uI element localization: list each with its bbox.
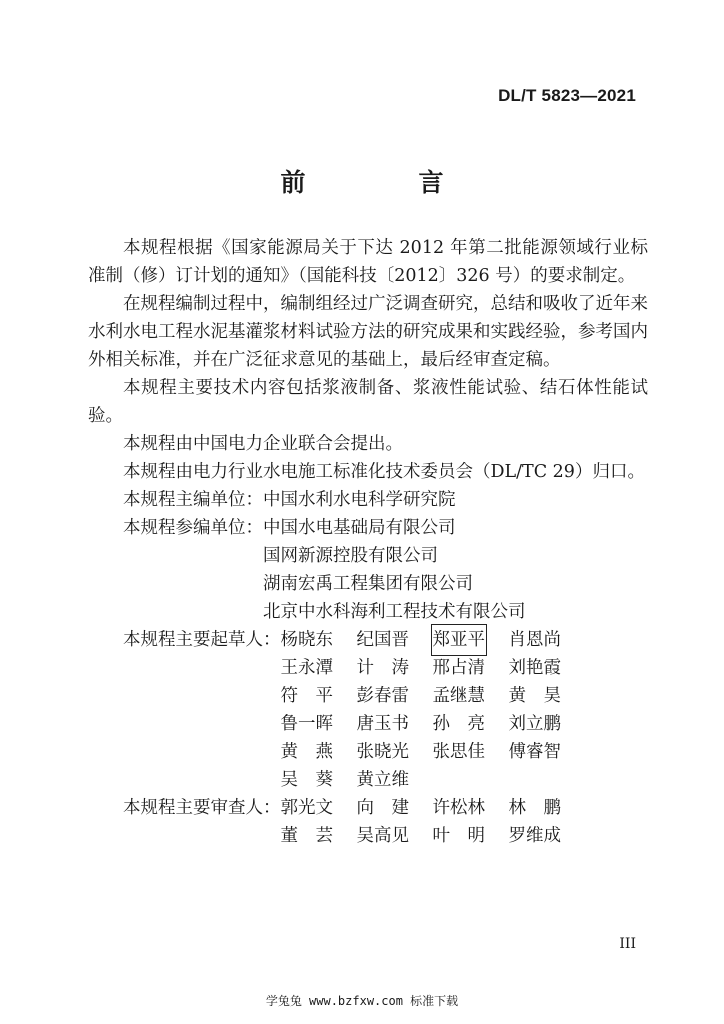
drafter-name: 黄 燕 <box>280 742 333 762</box>
co-editor-org: 北京中水科海利工程技术有限公司 <box>263 602 526 622</box>
drafter-name: 肖恩尚 <box>508 630 561 650</box>
co-editors-row <box>88 514 648 626</box>
drafter-name: 张晓光 <box>356 742 409 762</box>
reviewer-name: 林 鹏 <box>508 798 561 818</box>
reviewers-row <box>88 794 648 850</box>
co-editors-label: 本规程参编单位： <box>123 518 263 538</box>
reviewer-name: 董 芸 <box>280 826 333 846</box>
page-number: III <box>619 936 636 952</box>
reviewer-name: 罗维成 <box>508 826 561 846</box>
drafter-name: 孙 亮 <box>432 714 485 734</box>
chief-editor-label: 本规程主编单位： <box>123 490 263 510</box>
paragraph-administrator: 本规程由电力行业水电施工标准化技术委员会（DL/TC 29）归口。 <box>123 462 645 482</box>
drafter-name: 唐玉书 <box>356 714 409 734</box>
drafter-name: 刘艳霞 <box>508 658 561 678</box>
chief-editor-row <box>88 486 648 514</box>
drafter-name: 黄立维 <box>356 770 409 790</box>
reviewer-name: 向 建 <box>356 798 409 818</box>
paragraph-basis: 本规程根据《国家能源局关于下达 2012 年第二批能源领域行业标准制（修）订计划的通知》（国能科技〔2012〕326 号）的要求制定。 <box>88 238 648 286</box>
drafter-name: 黄 昊 <box>508 686 561 706</box>
reviewer-name: 郭光文 <box>280 798 333 818</box>
reviewer-name: 吴高见 <box>356 826 409 846</box>
drafter-name: 符 平 <box>280 686 333 706</box>
drafter-name: 刘立鹏 <box>508 714 561 734</box>
drafter-name: 张思佳 <box>432 742 485 762</box>
reviewer-name: 叶 明 <box>432 826 485 846</box>
drafter-name: 鲁一晖 <box>280 714 333 734</box>
drafter-name: 王永潭 <box>280 658 333 678</box>
paragraph-process: 在规程编制过程中，编制组经过广泛调查研究，总结和吸收了近年来水利水电工程水泥基灌浆材料试验方法的研究成果和实践经验，参考国内外相关标准，并在广泛征求意见的基础上，最后经审查定稿。 <box>88 294 648 370</box>
preface-body <box>88 234 648 850</box>
drafter-name: 纪国晋 <box>356 630 409 650</box>
drafter-name: 杨晓东 <box>280 630 333 650</box>
drafter-name: 邢占清 <box>432 658 485 678</box>
drafter-name: 傅睿智 <box>508 742 561 762</box>
co-editor-org: 国网新源控股有限公司 <box>263 546 438 566</box>
co-editors-list <box>263 514 526 626</box>
drafter-name: 孟继慧 <box>432 686 485 706</box>
footer-watermark: 学兔兔 www.bzfxw.com 标准下载 <box>265 994 459 1008</box>
drafters-row <box>88 626 648 794</box>
page-title: 前 言 <box>280 168 488 197</box>
drafters-grid <box>281 626 585 794</box>
drafters-label: 本规程主要起草人： <box>123 630 281 650</box>
drafter-name: 计 涛 <box>356 658 409 678</box>
co-editor-org: 中国水电基础局有限公司 <box>263 518 456 538</box>
standard-code: DL/T 5823—2021 <box>498 86 636 105</box>
drafter-name: 彭春雷 <box>356 686 409 706</box>
drafter-name: 吴 葵 <box>280 770 333 790</box>
reviewers-grid <box>281 794 585 850</box>
reviewers-label: 本规程主要审查人： <box>123 798 281 818</box>
chief-editor-org: 中国水利水电科学研究院 <box>263 490 456 510</box>
drafter-name-boxed: 郑亚平 <box>433 626 486 654</box>
paragraph-proposer: 本规程由中国电力企业联合会提出。 <box>123 434 403 454</box>
paragraph-content: 本规程主要技术内容包括浆液制备、浆液性能试验、结石体性能试验。 <box>88 378 648 426</box>
reviewer-name: 许松林 <box>432 798 485 818</box>
co-editor-org: 湖南宏禹工程集团有限公司 <box>263 574 473 594</box>
